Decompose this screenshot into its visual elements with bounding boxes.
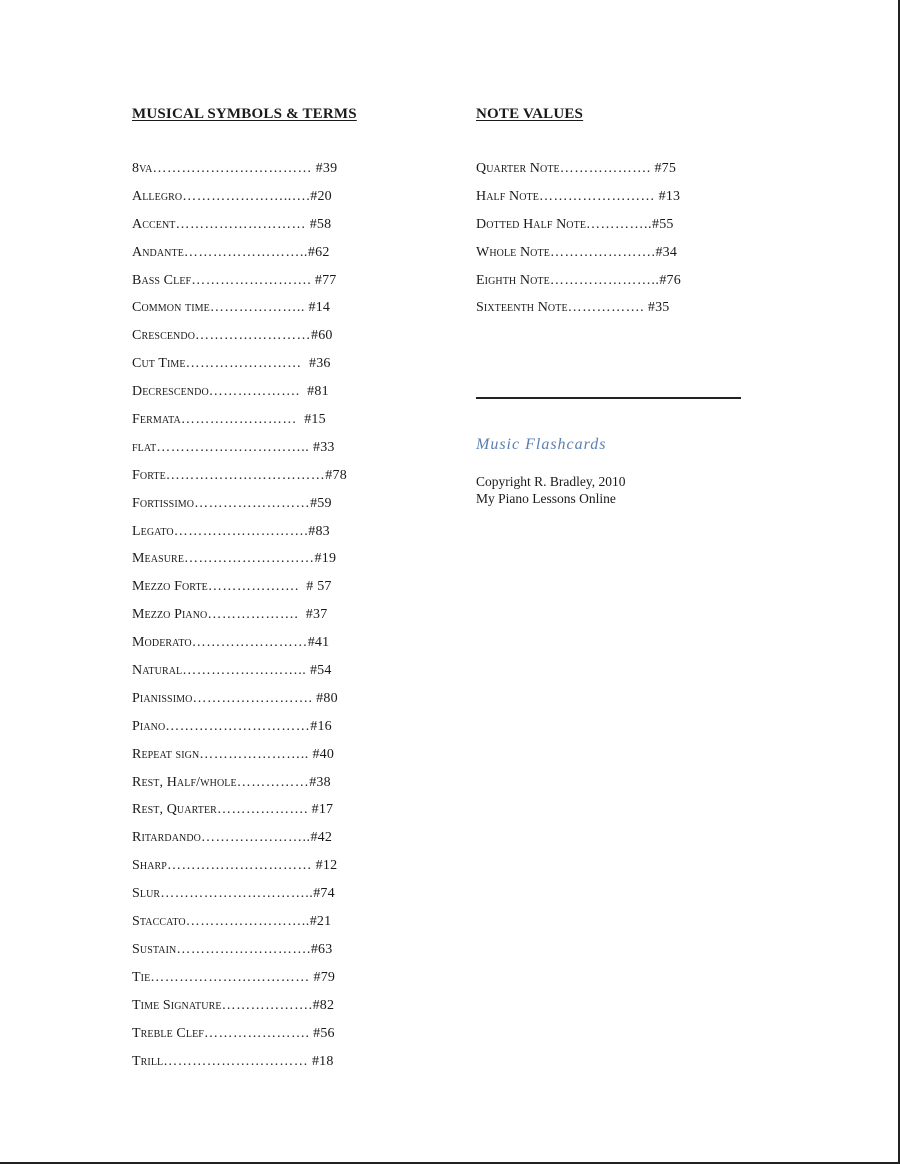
- entry-card-number: # 57: [298, 579, 332, 595]
- entry-card-number: #13: [654, 188, 681, 204]
- entry-leader: ……………………..: [183, 244, 308, 260]
- entry-card-number: #55: [652, 216, 674, 232]
- entry-term: Mezzo Forte: [132, 579, 208, 595]
- entry-term: Rest, Quarter: [132, 802, 217, 818]
- entry-leader: …………………..….: [182, 188, 311, 204]
- entry-card-number: #21: [309, 914, 332, 930]
- entry-term: Treble Clef: [132, 1025, 204, 1041]
- entry-term: Common time: [132, 300, 210, 316]
- entry-leader: ……………………..: [182, 663, 307, 679]
- brand-title: Music Flashcards: [476, 436, 607, 453]
- musical-symbols-heading: MUSICAL SYMBOLS & TERMS: [132, 106, 357, 122]
- list-item: [132, 969, 372, 997]
- entry-card-number: #56: [309, 1025, 335, 1041]
- list-item: [132, 216, 372, 244]
- entry-leader: …………………………: [165, 718, 311, 734]
- entry-leader: …………………………..: [156, 439, 310, 455]
- entry-leader: ……………………………: [165, 467, 326, 483]
- list-item: [476, 272, 716, 300]
- entry-term: Fermata: [132, 412, 181, 428]
- entry-term: Repeat sign: [132, 746, 200, 762]
- entry-leader: ……………………………: [152, 161, 312, 176]
- entry-term: Andante: [132, 244, 184, 260]
- list-item: [132, 578, 372, 606]
- entry-term: Dotted Half Note: [476, 216, 587, 232]
- list-item: [132, 523, 372, 551]
- entry-leader: …………………..: [200, 830, 311, 846]
- entry-term: Sharp: [132, 858, 167, 874]
- entry-leader: ……………………: [195, 328, 312, 344]
- entry-term: Forte: [132, 467, 166, 483]
- list-item: [132, 606, 372, 634]
- entry-leader: ……………………….: [176, 941, 311, 957]
- entry-term: Piano: [132, 718, 166, 734]
- list-item: [132, 188, 372, 216]
- entry-leader: ……………………: [191, 635, 308, 651]
- entry-leader: ……………………: [194, 495, 311, 511]
- entry-term: Natural: [132, 663, 183, 679]
- list-item: [132, 495, 372, 523]
- entry-card-number: #18: [308, 1053, 334, 1069]
- entry-card-number: #34: [655, 244, 678, 260]
- list-item: [132, 829, 372, 857]
- entry-card-number: #54: [306, 663, 332, 679]
- entry-term: Quarter Note: [476, 161, 560, 176]
- entry-term: Sixteenth Note: [476, 300, 568, 316]
- entry-card-number: #42: [310, 830, 333, 846]
- list-item: [132, 634, 372, 662]
- entry-card-number: #77: [311, 272, 337, 288]
- entry-leader: ……………….: [207, 607, 299, 623]
- entry-card-number: #35: [644, 300, 670, 316]
- entry-card-number: #41: [307, 635, 330, 651]
- entry-card-number: #14: [304, 300, 331, 316]
- entry-leader: ……………………………: [150, 969, 310, 985]
- list-item: [132, 913, 372, 941]
- entry-card-number: #37: [298, 607, 328, 623]
- section-divider: [476, 397, 741, 399]
- list-item: [132, 941, 372, 969]
- entry-card-number: #62: [307, 244, 330, 260]
- entry-term: Decrescendo: [132, 384, 209, 400]
- note-values-list: [476, 160, 716, 327]
- entry-card-number: #33: [309, 439, 335, 455]
- copyright-block: [476, 473, 626, 507]
- list-item: [476, 216, 716, 244]
- entry-card-number: #81: [299, 384, 329, 400]
- list-item: [476, 244, 716, 272]
- entry-leader: ……………………: [538, 188, 655, 204]
- entry-card-number: #17: [307, 802, 334, 818]
- entry-leader: ……………………: [180, 412, 297, 428]
- entry-term: Tie: [132, 969, 151, 985]
- entry-card-number: #58: [306, 216, 332, 232]
- entry-card-number: #60: [311, 328, 333, 344]
- entry-card-number: #40: [308, 746, 335, 762]
- entry-card-number: #16: [310, 718, 332, 734]
- list-item: [476, 160, 716, 188]
- entry-card-number: #75: [650, 161, 677, 176]
- entry-term: Eighth Note: [476, 272, 550, 288]
- entry-leader: ………………………: [175, 216, 306, 232]
- entry-card-number: #39: [311, 161, 338, 176]
- entry-card-number: #82: [312, 997, 335, 1013]
- list-item: [132, 244, 372, 272]
- list-item: [132, 160, 372, 188]
- list-item: [132, 355, 372, 383]
- entry-card-number: #79: [309, 969, 336, 985]
- entry-term: Time Signature: [132, 997, 222, 1013]
- entry-term: Ritardando: [132, 830, 201, 846]
- entry-leader: ……………….: [559, 161, 651, 176]
- entry-card-number: #19: [314, 551, 337, 567]
- entry-leader: ……………………: [185, 356, 302, 372]
- list-item: [132, 662, 372, 690]
- entry-leader: …………….: [567, 300, 645, 316]
- site-name: My Piano Lessons Online: [476, 491, 616, 506]
- entry-term: flat: [132, 439, 157, 455]
- entry-leader: ……………………….: [173, 523, 309, 539]
- entry-leader: ………………..: [209, 300, 305, 316]
- entry-leader: …………………………..: [160, 886, 314, 902]
- entry-term: Accent: [132, 216, 176, 232]
- entry-term: Fortissimo: [132, 495, 195, 511]
- list-item: [132, 857, 372, 885]
- entry-card-number: #59: [310, 495, 332, 511]
- list-item: [132, 774, 372, 802]
- entry-leader: ……………….: [207, 579, 299, 595]
- entry-card-number: #20: [310, 188, 332, 204]
- entry-card-number: #36: [301, 356, 331, 372]
- entry-leader: ……………………..: [185, 914, 310, 930]
- entry-term: Pianissimo: [132, 690, 193, 706]
- list-item: [132, 718, 372, 746]
- list-item: [132, 272, 372, 300]
- entry-card-number: #74: [313, 886, 335, 902]
- list-item: [132, 690, 372, 718]
- entry-card-number: #38: [309, 774, 331, 790]
- list-item: [132, 299, 372, 327]
- entry-card-number: #63: [310, 941, 333, 957]
- entry-leader: ………………….: [203, 1025, 310, 1041]
- list-item: [132, 1053, 372, 1081]
- list-item: [132, 550, 372, 578]
- entry-term: Half Note: [476, 188, 539, 204]
- list-item: [132, 383, 372, 411]
- copyright-text: Copyright R. Bradley, 2010: [476, 474, 626, 489]
- entry-leader: ………………………: [184, 551, 315, 567]
- entry-card-number: #15: [296, 412, 326, 428]
- entry-leader: …………………………: [166, 858, 312, 874]
- list-item: [132, 439, 372, 467]
- musical-symbols-list: [132, 160, 372, 1080]
- entry-card-number: #78: [325, 467, 347, 483]
- entry-term: Measure: [132, 551, 185, 567]
- entry-term: Sustain: [132, 941, 177, 957]
- list-item: [132, 997, 372, 1025]
- list-item: [476, 299, 716, 327]
- entry-term: Allegro: [132, 188, 183, 204]
- entry-term: Trill: [132, 1053, 164, 1069]
- entry-leader: …………………..: [199, 746, 309, 762]
- list-item: [132, 411, 372, 439]
- entry-term: Whole Note: [476, 244, 550, 260]
- entry-term: Staccato: [132, 914, 186, 930]
- list-item: [476, 188, 716, 216]
- entry-leader: …………………………: [163, 1053, 309, 1069]
- list-item: [132, 801, 372, 829]
- entry-term: Legato: [132, 523, 174, 539]
- entry-card-number: #80: [312, 690, 338, 706]
- entry-term: Rest, Half/whole: [132, 774, 237, 790]
- entry-card-number: #12: [311, 858, 338, 874]
- entry-leader: ……………….: [216, 802, 308, 818]
- entry-term: Cut Time: [132, 356, 186, 372]
- entry-leader: …………………….: [191, 272, 312, 288]
- entry-card-number: #83: [308, 523, 330, 539]
- entry-leader: ……………….: [221, 997, 313, 1013]
- entry-term: Crescendo: [132, 328, 196, 344]
- entry-leader: …………………..: [549, 272, 660, 288]
- list-item: [132, 885, 372, 913]
- entry-leader: ……………….: [208, 384, 300, 400]
- entry-leader: …………………….: [192, 690, 313, 706]
- list-item: [132, 327, 372, 355]
- list-item: [132, 1025, 372, 1053]
- list-item: [132, 746, 372, 774]
- entry-term: Moderato: [132, 635, 192, 651]
- entry-card-number: #76: [659, 272, 681, 288]
- entry-term: Mezzo Piano: [132, 607, 208, 623]
- note-values-heading: NOTE VALUES: [476, 106, 584, 122]
- entry-leader: …………..: [586, 216, 653, 232]
- entry-leader: ………………….: [549, 244, 656, 260]
- list-item: [132, 467, 372, 495]
- entry-term: Slur: [132, 886, 161, 902]
- entry-term: Bass Clef: [132, 272, 192, 288]
- entry-leader: ……………: [236, 774, 310, 790]
- entry-term: 8va: [132, 161, 153, 176]
